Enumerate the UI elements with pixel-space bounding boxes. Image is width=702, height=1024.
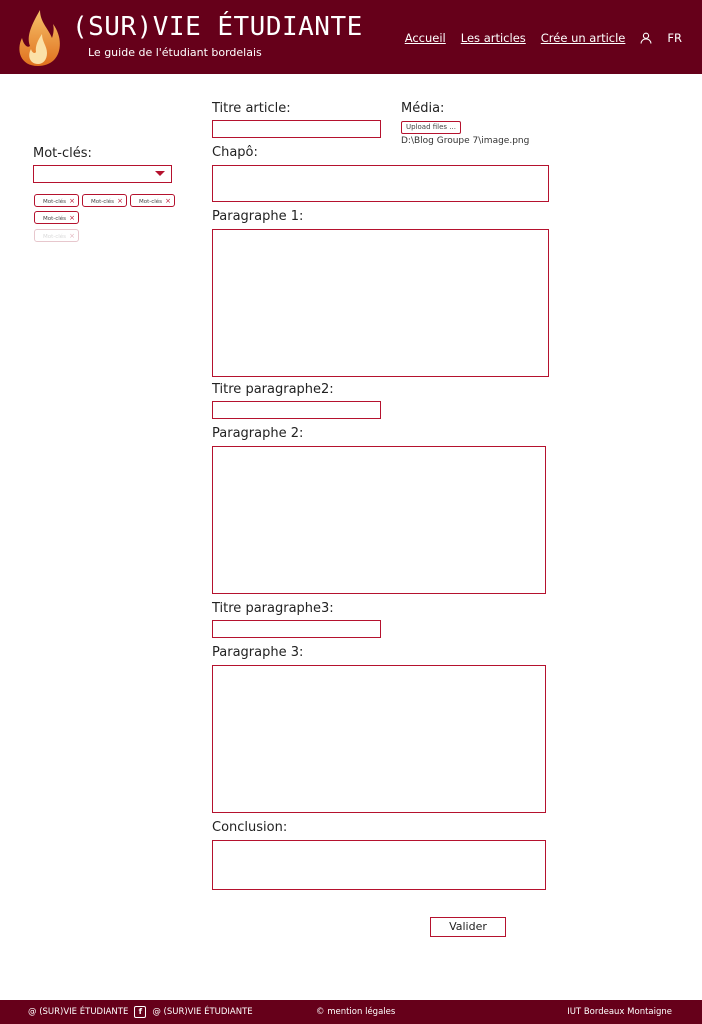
keyword-tag[interactable] [82,194,127,207]
title-article-input[interactable] [212,120,381,138]
keyword-tag-placeholder[interactable] [34,229,79,242]
keyword-tag-label: Mot-clés [139,199,163,205]
footer-legal-link[interactable]: © mention légales [316,1007,396,1017]
title-paragraph3-input[interactable] [212,620,381,638]
footer-school: IUT Bordeaux Montaigne [567,1007,672,1017]
keyword-tag-label: Mot-clés [43,234,67,240]
keywords-label: Mot-clés: [33,146,92,161]
close-icon[interactable]: × [69,232,75,240]
nav-create-article[interactable]: Crée un article [540,31,626,45]
paragraph2-textarea[interactable] [212,446,546,594]
keyword-tag-label: Mot-clés [91,199,115,205]
title-paragraph2-label: Titre paragraphe2: [212,382,334,397]
close-icon[interactable]: × [117,197,123,205]
main-nav [405,31,682,45]
paragraph3-textarea[interactable] [212,665,546,813]
close-icon[interactable]: × [69,197,75,205]
footer-social-handle[interactable]: @ (SUR)VIE ÉTUDIANTE [28,1007,129,1017]
paragraph1-textarea[interactable] [212,229,549,377]
keyword-tag-label: Mot-clés [43,216,67,222]
facebook-icon[interactable]: f [134,1006,146,1018]
upload-files-button[interactable]: Upload files ... [401,121,461,134]
validate-button[interactable]: Valider [430,917,506,937]
close-icon[interactable]: × [69,214,75,222]
title-paragraph3-label: Titre paragraphe3: [212,601,334,616]
brand-title[interactable]: (SUR)VIE ÉTUDIANTE [72,12,363,42]
nav-articles[interactable]: Les articles [460,31,526,45]
chapo-input[interactable] [212,165,549,202]
language-switch[interactable]: FR [667,31,682,45]
flame-logo-icon[interactable] [14,8,62,68]
keyword-tag[interactable] [130,194,175,207]
paragraph2-label: Paragraphe 2: [212,426,304,441]
keyword-tag[interactable] [34,194,79,207]
chapo-label: Chapô: [212,145,258,160]
paragraph1-label: Paragraphe 1: [212,209,304,224]
keywords-select[interactable] [33,165,172,183]
paragraph3-label: Paragraphe 3: [212,645,304,660]
title-paragraph2-input[interactable] [212,401,381,419]
conclusion-textarea[interactable] [212,840,546,890]
keyword-tag-label: Mot-clés [43,199,67,205]
site-footer [0,1000,702,1024]
media-label: Média: [401,101,445,116]
site-header [0,0,702,74]
keyword-tag[interactable] [34,211,79,224]
footer-social [28,1006,253,1018]
conclusion-label: Conclusion: [212,820,288,835]
footer-social-handle[interactable]: @ (SUR)VIE ÉTUDIANTE [152,1007,253,1017]
title-article-label: Titre article: [212,101,291,116]
nav-accueil[interactable]: Accueil [404,31,446,45]
brand-subtitle: Le guide de l'étudiant bordelais [88,46,262,59]
close-icon[interactable]: × [165,197,171,205]
media-file-path: D:\Blog Groupe 7\image.png [401,136,530,146]
chevron-down-icon [155,171,165,176]
user-icon[interactable] [640,32,652,44]
